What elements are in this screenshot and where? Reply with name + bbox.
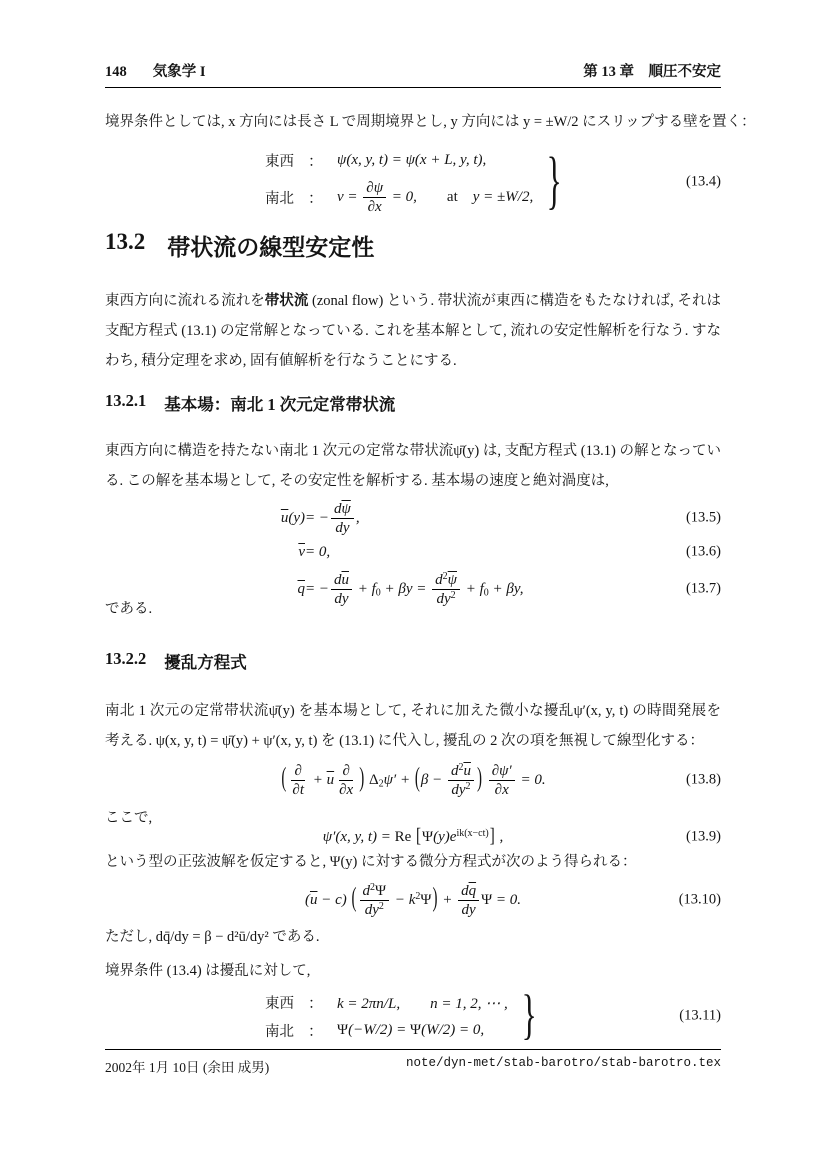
equation-13-6: $\overline{v}$ = 0, (13.6) xyxy=(298,543,721,560)
equation-row: 南北 ： v = $\frac{\partial\psi}{\partial x}$ = 0, at y = ±W/2, xyxy=(265,179,534,215)
paragraph-basic-field: 東西方向に構造を持たない南北 1 次元の定常な帯状流ψ̄(y) は, 支配方程式 (13.1) の解となっている. この解を基本場として, その安定性を解析する. 基本場の速度と絶対渦度は, xyxy=(105,443,721,489)
equation-row: 南北 ： Ψ(−W/2) = Ψ(W/2) = 0, xyxy=(265,1021,485,1040)
equation-number: (13.8) xyxy=(685,771,721,788)
equation-number: (13.11) xyxy=(679,1007,721,1024)
row-label: 南北 xyxy=(265,190,294,207)
paragraph-boundary-conditions: 境界条件としては, x 方向には長さ L で周期境界とし, y 方向には y = ±W/2 にスリップする壁を置く： xyxy=(105,114,756,130)
page-header xyxy=(105,60,721,88)
paragraph-kokode: ここで, xyxy=(105,810,153,826)
bold-term-zonal-flow: 帯状流 xyxy=(264,293,309,309)
section-title: 帯状流の線型安定性 xyxy=(167,235,375,260)
equation-number: (13.9) xyxy=(685,828,721,845)
right-brace: } xyxy=(521,984,537,1046)
paragraph-sine-wave: という型の正弦波解を仮定すると, Ψ(y) に対する微分方程式が次のよう得られる： xyxy=(105,854,637,870)
equation-number: (13.5) xyxy=(685,509,721,526)
subsection-number: 13.2.2 xyxy=(105,649,147,668)
equation-13-9: ψ′(x, y, t) = Re $[\Psi(y)e^{ik(x-ct)}]$ , (13.9) xyxy=(322,825,721,848)
subsection-number: 13.2.1 xyxy=(105,391,147,410)
paragraph-perturbation: 南北 1 次元の定常帯状流ψ̄(y) を基本場として, それに加えた微小な擾乱ψ′(x, y, t) の時間発展を考える. ψ(x, y, t) = ψ̄(y) + ψ′(x, y, t) を (13.1) に代入し, 擾乱の 2 次の項を無視して線型化する： xyxy=(105,703,721,749)
section-heading-13-2 xyxy=(105,229,721,262)
page-footer xyxy=(105,1049,721,1076)
equation-13-5: $\overline{u}(y)$ = − $\frac{d\overline{\psi}}{dy}$ , (13.5) xyxy=(280,500,721,536)
chapter-title: 第 13 章 順圧不安定 xyxy=(583,64,721,80)
subsection-heading-13-2-1 xyxy=(105,391,721,415)
right-brace: } xyxy=(546,145,562,217)
equation-number: (13.4) xyxy=(685,173,721,190)
equation-13-7: $\overline{q}$ = − $\frac{d\overline{u}}{dy}$ + $f_0 + \beta y$ = $\frac{d^2\overline{\psi}}{dy^2}$ + $f_0 + \beta y$, (13.7) xyxy=(297,570,721,607)
row-label: 東西 xyxy=(265,153,294,170)
paragraph-boundary-perturbation: 境界条件 (13.4) は擾乱に対して, xyxy=(105,963,311,979)
paragraph-zonal-flow: 東西方向に流れる流れを帯状流 (zonal flow) という. 帯状流が東西に構造をもたなければ, それは支配方程式 (13.1) の定常解となっている. これを基本解として, 流れの安定性解析を行なう. すなわち, 積分定理を求め, 固有値解析を行なうことにする. xyxy=(105,293,722,369)
equation-13-10: $(\overline{u} - c)$ ( $\frac{d^2\Psi}{dy^2}$ − $k^2\Psi$) + $\frac{d\overline{q}}{dy}$ Ψ = 0. (13.10) xyxy=(304,881,721,918)
equation-13-8: ( $\frac{\partial}{\partial t}$ + $\overline{u}$ $\frac{\partial}{\partial x}$ ) $\Delta_2\psi' + (\beta$ − $\frac{d^2\overline{u}}{dy^2}$ ) $\frac{\partial\psi'}{\partial x}$ = 0. (13.8) xyxy=(281,761,721,798)
subsection-title: 擾乱方程式 xyxy=(164,653,247,672)
equation-row: 東西 ： ψ(x, y, t) = ψ(x + L, y, t), xyxy=(265,151,487,170)
equation-13-11 xyxy=(105,985,721,1047)
equation-row: 東西 ： k = 2πn/L, n = 1, 2, ⋯ , xyxy=(265,988,508,1016)
footer-file-path: note/dyn-met/stab-barotro/stab-barotro.tex xyxy=(405,1056,721,1070)
equation-number: (13.7) xyxy=(685,580,721,597)
course-title: 気象学 I xyxy=(152,64,206,80)
equation-number: (13.6) xyxy=(685,543,721,560)
section-number: 13.2 xyxy=(105,229,146,254)
page-number: 148 xyxy=(105,64,127,80)
paragraph-dearu: である. xyxy=(105,601,153,617)
equation-number: (13.10) xyxy=(678,891,721,908)
paragraph-tadashi: ただし, dq̄/dy = β − d²ū/dy² である. xyxy=(105,929,320,945)
footer-date: 2002年 1月 10日 (余田 成男) xyxy=(105,1060,270,1075)
equation-13-4 xyxy=(105,140,721,224)
row-label: 南北 xyxy=(265,1023,294,1040)
subsection-title: 基本場：南北 1 次元定常帯状流 xyxy=(164,395,396,414)
row-label: 東西 xyxy=(265,995,294,1012)
subsection-heading-13-2-2 xyxy=(105,649,721,673)
